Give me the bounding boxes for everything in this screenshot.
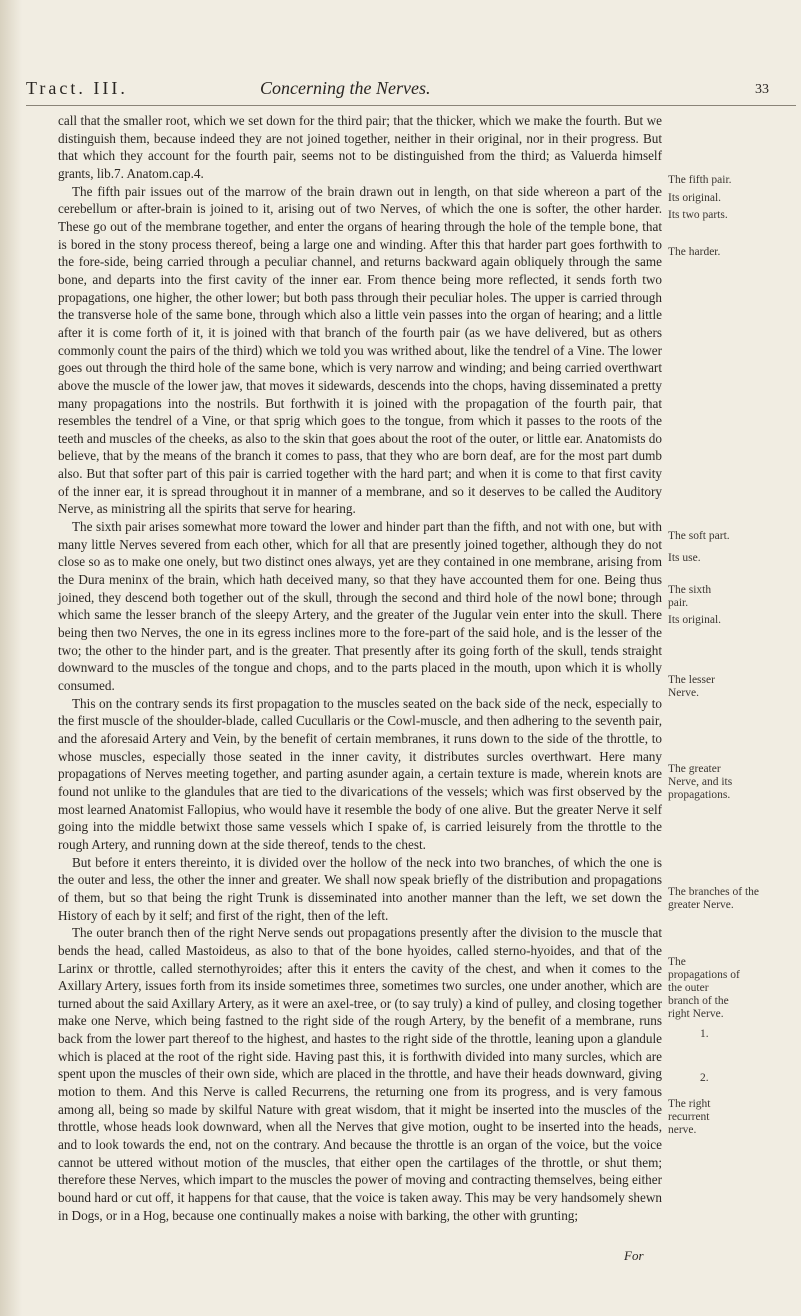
- running-title: Concerning the Nerves.: [260, 78, 431, 98]
- margin-note: The fifth pair.: [668, 174, 732, 186]
- paragraph: call that the smaller root, which we set down for the third pair; that the thicker, which we make the fourth. But we distinguish them, because indeed they are not joined together, neither in their original, nor in their progress. But that which they account for the fourth pair, seems not to be distinguished from the third; as Valuerda himself grants, lib.7. Anatom.cap.4.: [58, 113, 662, 181]
- page-gutter-shadow: [0, 0, 22, 1316]
- paragraph: But before it enters thereinto, it is divided over the hollow of the neck into two branches, of which the one is the outer and less, the other the inner and greater. We shall now speak briefly of the distribution and propagations of them, but so that being the right Trunk is disseminated into another manner than the left, we set down the History of each by it self; and first of the right, then of the left.: [58, 854, 662, 923]
- tract-label: Tract. III.: [26, 78, 128, 98]
- running-header: [26, 76, 796, 106]
- paragraph: The sixth pair arises somewhat more toward the lower and hinder part than the fifth, and not with one, but with many little Nerves severed from each other, which for all that are presently joined together, although they do not close so as to make one onely, but two distinct ones always, yet are they contained in one membrane, arising from the Dura meninx of the brain, which hath deceived many, so that they have accounted them for one. Being thus joined, they descend both together out of the skull, through the second and third hole of the nowl bone; through which same the lesser branch of the sleepy Artery, and the greater of the Jugular vein enter into the skull. There being then two Nerves, the one in its egress inclines more to the fore-part of the said hole, and is the lesser of the two; the other to the hinder part, and is the greater. That presently after its going forth of the skull, tends straight downward to the muscles of the tongue and chops, and to the parts placed in the mouth, upon which it is wholly consumed.: [58, 519, 662, 693]
- margin-note: 2.: [700, 1072, 709, 1084]
- body-text: [58, 112, 662, 1224]
- margin-note: Its two parts.: [668, 209, 728, 221]
- margin-note: Its use.: [668, 552, 701, 564]
- margin-note: Its original.: [668, 614, 722, 626]
- header-rule: [26, 105, 796, 106]
- paragraph: The fifth pair issues out of the marrow of the brain drawn out in length, on that side whereon a part of the cerebellum or after-brain is joined to it, arising out of two Nerves, of which the one is softer, the other harder. These go out of the membrane together, and enter the organs of hearing through the hole of the temple bone, that is bored in the stony process thereof, being a large one and winding. After this that harder part goes forthwith to the fore-side, being carried through a peculiar channel, and returns backward again obliquely through the same bone, and departs into the first cavity of the inner ear. From thence being more reflected, it sends forth two propagations, one higher, the other lower; but both pass through their peculiar holes. The upper is carried through the transverse hole of the same bone, through which also a little vein passes into the organ of hearing; and a little after it is come forth of it, it is joined with that branch of the fourth pair (as we have delivered, but as others commonly count the pairs of the third) which we told you was writhed about, like the tendrel of a Vine. The lower goes out through the third hole of the same bone, which is very narrow and winding; and being carried overthwart above the muscle of the lower jaw, that moves it sidewards, descends into the chops, having disseminated a pretty many propagations into the nostrils. But forthwith it is joined with the propagation of the fourth pair, that resembles the tendrel of a Vine, or that sprig which goes to the tongue, from which it passes to the roots of the teeth and muscles of the cheeks, as also to the skin that goes about the root of the outer, or little ear. Anatomists do believe, that by the means of the branch it comes to pass, that they who are born deaf, are for the most part dumb also. But that softer part of this pair is carried together with the hard part; and when it is come to that first cavity of the inner ear, it is spread throughout it in manner of a membrane, and so it deserves to be called the Auditory Nerve, as ministring all the spirits that serve for hearing.: [58, 183, 662, 517]
- margin-note: Its original.: [668, 192, 722, 204]
- margin-note: The soft part.: [668, 530, 730, 542]
- margin-note: The lesser Nerve.: [668, 674, 715, 699]
- page-number: 33: [755, 82, 769, 97]
- margin-note: The greater Nerve, and its propagations.: [668, 763, 733, 801]
- margin-note: The sixth pair.: [668, 584, 712, 609]
- paragraph: This on the contrary sends its first propagation to the muscles seated on the back side of the neck, especially to the first muscle of the shoulder-blade, called Cucullaris or the Cowl-muscle, and then adhering to the seventh pair, and the aforesaid Artery and Vein, by the benefit of certain membranes, it runs down to the side of the throttle, to whose muscles, especially those seated in the inner cavity, it distributes surcles overthwart. Here many propagations of Nerves meeting together, and parting asunder again, a certain texture is made, wherein knots are found not unlike to the glandules that are tied to the divarications of the vessels; which was first observed by the most learned Anatomist Fallopius, who would have it resemble the body of one alive. But the greater Nerve it self going into the middle betwixt those same vessels which I spake of, is carried leisurely from the throttle to the rough Artery, and running down at the side thereof, tends to the chest.: [58, 695, 662, 852]
- margin-note: The branches of the greater Nerve.: [668, 886, 760, 911]
- margin-note: The harder.: [668, 246, 721, 258]
- margin-note: The right recurrent nerve.: [668, 1098, 711, 1136]
- catchword: For: [624, 1248, 644, 1263]
- paragraph: The outer branch then of the right Nerve sends out propagations presently after the division to the muscle that bends the head, called Mastoideus, as also to that of the bone hyoides, called sterno-hyoides, and that of the Larinx or throttle, called sternothyroides; after this it enters the cavity of the chest, and when it comes to the Axillary Artery, issues forth from its inside sometimes three, sometimes two surcles, one under another, which are turned about the said Axillary Artery, as it were an axel-tree, or (to say truly) a kind of pulley, and closing together make one Nerve, which being fastned to the right side of the rough Artery, by the benefit of a membrane, runs back from the lower part thereof to the highest, and hastes to the right side of the throttle, leaning upon a glandule which is placed at the root of the right side. Having past this, it is forthwith divided into many surcles, which are spent upon the muscles of their own side, which are placed in the throttle, and have their heads downward, giving motion to them. And this Nerve is called Recurrens, the returning one from its progress, and is very famous among all, being so made by skilful Nature with great wisdom, that it might be inserted into the muscles of the throttle, whose heads look downward, when all the Nerves that give motion, ought to be inserted into the heads, and to look towards the end, not on the contrary. And because the throttle is an organ of the voice, but the voice cannot be uttered without motion of the muscles, that either open the cartilages of the throttle, or shut them; therefore these Nerves, which impart to the muscles the power of moving and contracting themselves, being either bound hard or cut off, it happens for that cause, that the voice is taken away. This may be very handsomely shewn in Dogs, or in a Hog, because one continually makes a noise with barking, the other with grunting;: [58, 925, 662, 1223]
- margin-note: 1.: [700, 1028, 709, 1040]
- margin-note: The propagations of the outer branch of the right Nerve.: [668, 956, 740, 1020]
